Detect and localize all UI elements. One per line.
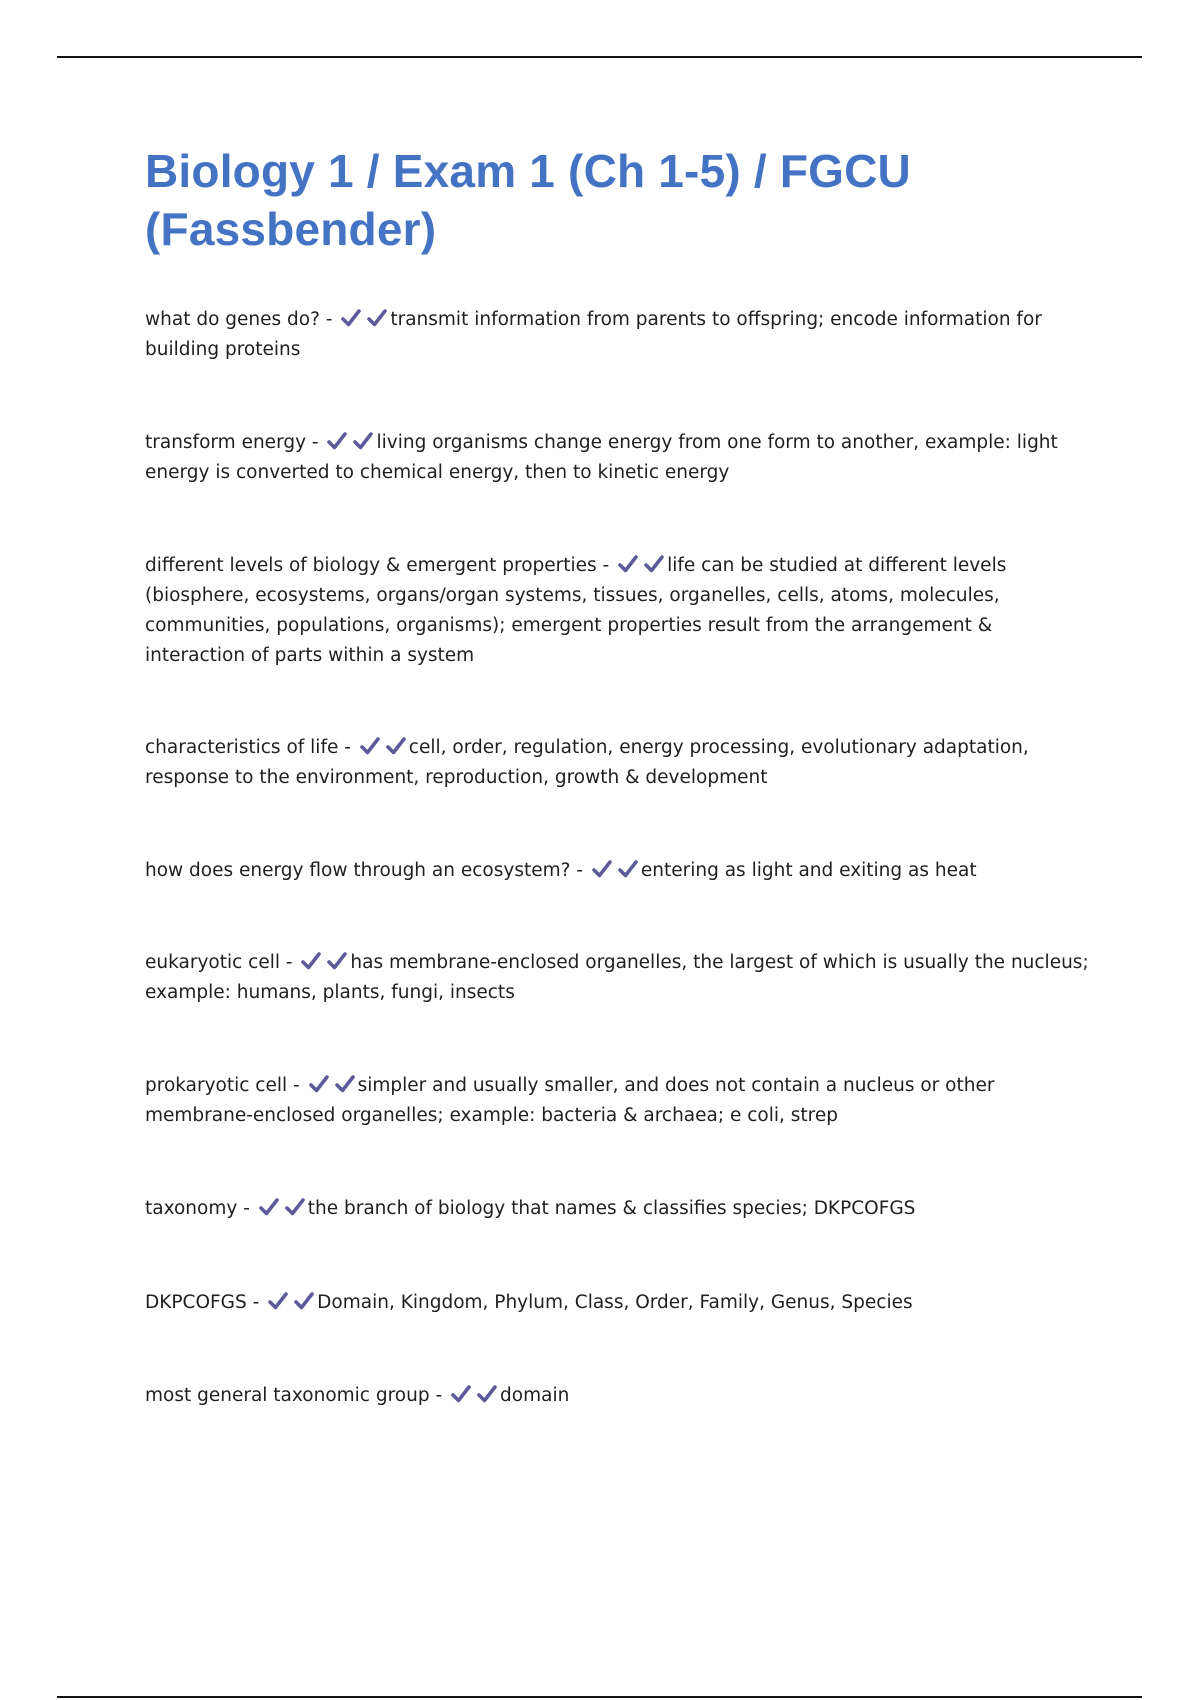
qa-definition: has membrane-enclosed organelles, the largest of which is usually the nucleus; example: humans, plants, fungi, insects xyxy=(145,952,1089,1003)
qa-definition: simpler and usually smaller, and does not contain a nucleus or other membrane-enclosed organelles; example: bacteria & archaea; e coli, strep xyxy=(145,1075,995,1126)
check-icon xyxy=(366,308,388,328)
qa-term: eukaryotic cell xyxy=(145,952,280,973)
qa-definition: living organisms change energy from one form to another, example: light energy is converted to chemical energy, then to kinetic energy xyxy=(145,432,1058,483)
check-icon xyxy=(267,1291,289,1311)
check-icon xyxy=(450,1384,472,1404)
qa-term: what do genes do? xyxy=(145,309,320,330)
qa-definition: life can be studied at different levels (biosphere, ecosystems, organs/organ systems, tissues, organelles, cells, atoms, molecules, communities, populations, organisms); emergent properties result from the arrangement & interaction of parts within a system xyxy=(145,555,1007,666)
qa-item xyxy=(145,948,1095,1008)
qa-separator: - xyxy=(570,860,589,881)
check-icon xyxy=(476,1384,498,1404)
qa-separator: - xyxy=(319,309,339,330)
qa-separator: - xyxy=(596,555,616,576)
qa-term: prokaryotic cell xyxy=(145,1075,288,1096)
qa-term: transform energy xyxy=(145,432,307,453)
qa-definition: Domain, Kingdom, Phylum, Class, Order, Family, Genus, Species xyxy=(317,1292,913,1313)
check-icon xyxy=(643,554,665,574)
qa-item xyxy=(145,305,1095,365)
document-title: Biology 1 / Exam 1 (Ch 1-5) / FGCU (Fassbender) xyxy=(145,145,911,255)
qa-item xyxy=(145,551,1095,671)
check-icon xyxy=(300,951,322,971)
top-rule xyxy=(57,56,1142,58)
qa-separator: - xyxy=(279,952,299,973)
check-icon xyxy=(326,431,348,451)
check-icon xyxy=(326,951,348,971)
qa-definition: transmit information from parents to offspring; encode information for building proteins xyxy=(145,309,1042,360)
qa-item xyxy=(145,856,1095,886)
check-icon xyxy=(359,736,381,756)
qa-definition: entering as light and exiting as heat xyxy=(640,860,977,881)
check-icon xyxy=(340,308,362,328)
qa-term: characteristics of life xyxy=(145,737,339,758)
qa-separator: - xyxy=(237,1198,256,1219)
bottom-rule xyxy=(57,1696,1142,1698)
qa-item xyxy=(145,428,1095,488)
qa-separator: - xyxy=(246,1292,266,1313)
qa-definition: cell, order, regulation, energy processing, evolutionary adaptation, response to the environment, reproduction, growth & development xyxy=(145,737,1029,788)
qa-definition: domain xyxy=(500,1385,570,1406)
check-icon xyxy=(334,1074,356,1094)
qa-definition: the branch of biology that names & classifies species; DKPCOFGS xyxy=(307,1198,916,1219)
check-icon xyxy=(308,1074,330,1094)
check-icon xyxy=(591,859,613,879)
qa-term: most general taxonomic group xyxy=(145,1385,430,1406)
qa-item xyxy=(145,1194,1095,1224)
check-icon xyxy=(293,1291,315,1311)
qa-term: how does energy flow through an ecosystem? xyxy=(145,860,571,881)
check-icon xyxy=(617,554,639,574)
qa-item xyxy=(145,733,1095,793)
check-icon xyxy=(284,1197,306,1217)
qa-term: different levels of biology & emergent properties xyxy=(145,555,597,576)
check-icon xyxy=(617,859,639,879)
check-icon xyxy=(352,431,374,451)
qa-item xyxy=(145,1288,1095,1318)
qa-separator: - xyxy=(338,737,357,758)
check-icon xyxy=(258,1197,280,1217)
check-icon xyxy=(385,736,407,756)
qa-item xyxy=(145,1381,1095,1411)
qa-separator: - xyxy=(429,1385,449,1406)
qa-term: DKPCOFGS xyxy=(145,1292,247,1313)
qa-term: taxonomy xyxy=(145,1198,238,1219)
qa-separator: - xyxy=(306,432,325,453)
qa-item xyxy=(145,1071,1095,1131)
qa-separator: - xyxy=(287,1075,306,1096)
